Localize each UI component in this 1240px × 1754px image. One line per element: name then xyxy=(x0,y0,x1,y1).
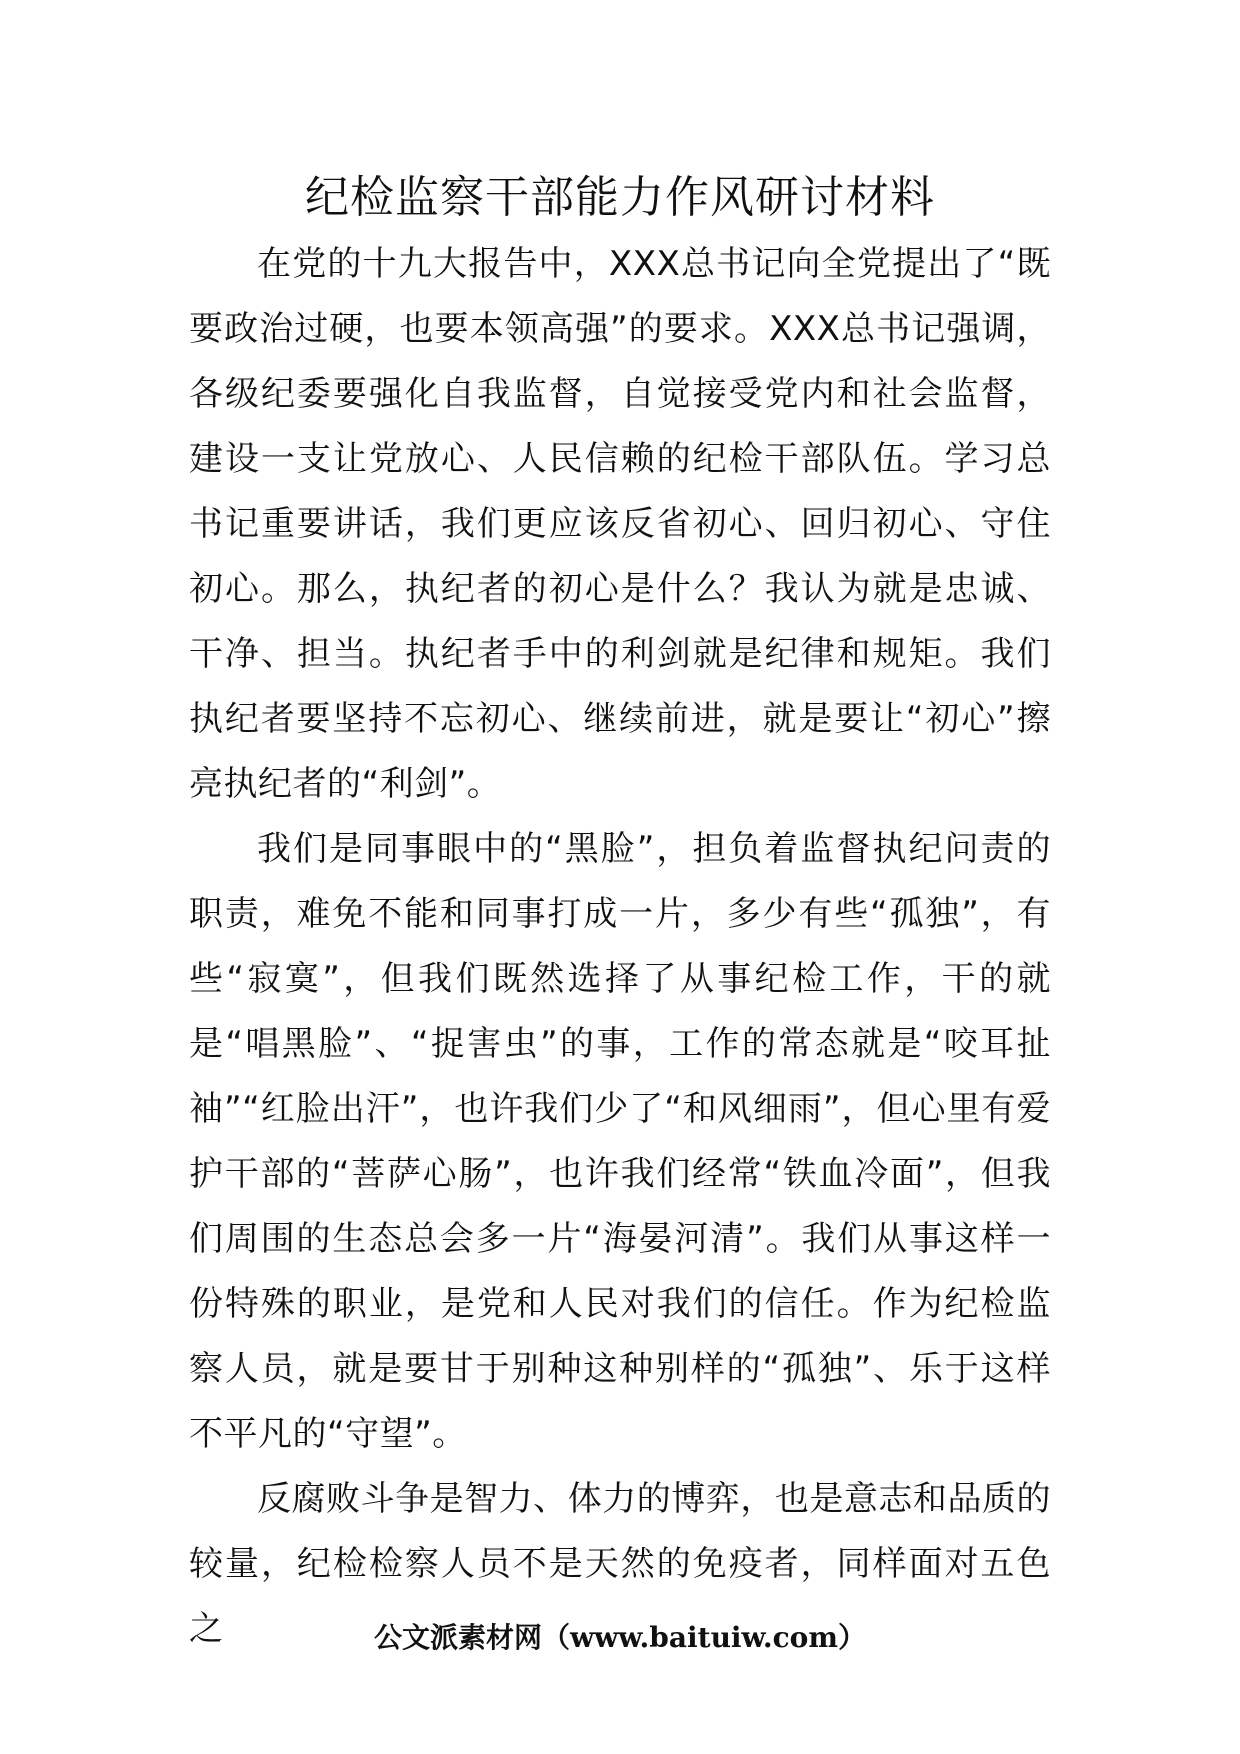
document-title: 纪检监察干部能力作风研讨材料 xyxy=(305,172,935,223)
paragraph-3: 反腐败斗争是智力、体力的博弈，也是意志和品质的较量，纪检检察人员不是天然的免疫者，同样面对五色之 xyxy=(189,1479,1051,1649)
paragraph-1: 在党的十九大报告中，XXX总书记向全党提出了“既要政治过硬，也要本领高强”的要求。XXX总书记强调，各级纪委要强化自我监督，自觉接受党内和社会监督，建设一支让党放心、人民信赖的纪检干部队伍。学习总书记重要讲话，我们更应该反省初心、回归初心、守住初心。那么，执纪者的初心是什么？我认为就是忠诚、干净、担当。执纪者手中的利剑就是纪律和规矩。我们执纪者要坚持不忘初心、继续前进，就是要让“初心”擦亮执纪者的“利剑”。 xyxy=(189,244,1051,804)
footer-watermark: 公文派素材网（www.baituiw.com） xyxy=(374,1621,866,1654)
document-body xyxy=(189,232,1051,1662)
paragraph-2: 我们是同事眼中的“黑脸”，担负着监督执纪问责的职责，难免不能和同事打成一片，多少有些“孤独”，有些“寂寞”，但我们既然选择了从事纪检工作，干的就是“唱黑脸”、“捉害虫”的事，工作的常态就是“咬耳扯袖”“红脸出汗”，也许我们少了“和风细雨”，但心里有爱护干部的“菩萨心肠”，也许我们经常“铁血冷面”，但我们周围的生态总会多一片“海晏河清”。我们从事这样一份特殊的职业，是党和人民对我们的信任。作为纪检监察人员，就是要甘于别种这种别样的“孤独”、乐于这样不平凡的“守望”。 xyxy=(189,829,1051,1454)
